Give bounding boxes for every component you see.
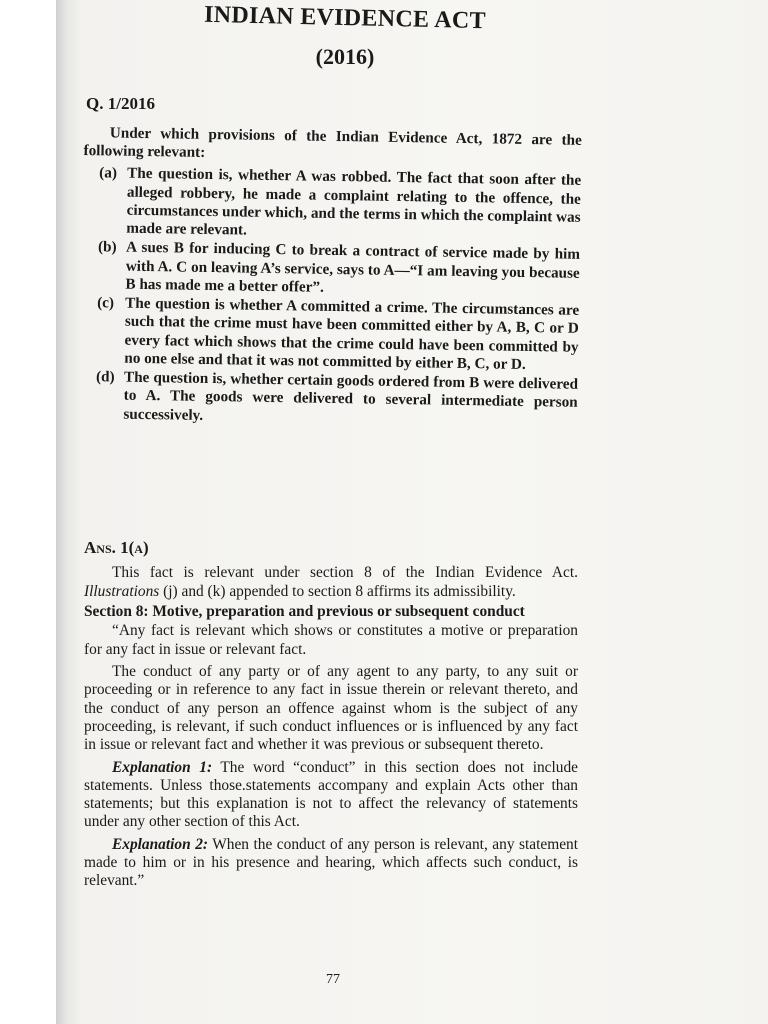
item-text: A sues B for inducing C to break a contract of service made by him with A. C on leaving A’s service, says to A—“I am leaving you because B has made me a better offer”. (125, 239, 581, 296)
question-item-a (98, 165, 581, 245)
question-number: Q. 1/2016 (86, 94, 155, 113)
question-item-c (96, 294, 579, 374)
item-label: (a) (99, 164, 118, 182)
item-label: (c) (97, 294, 115, 312)
answer-paragraph (84, 564, 578, 601)
item-text: The question is, whether certain goods ordered from B were delivered to A. The goods were delivered to several intermediate person successively. (123, 368, 579, 424)
item-text: The question is, whether A was robbed. The fact that soon after the alleged robbery, he made a complaint relating to the offence, the circumstances under which, and the terms in which the complaint was made are relevant. (126, 165, 582, 239)
answer-heading: Ans. 1(a) (84, 538, 149, 557)
explanation-text: When the conduct of any person is relevant, any statement made to him or in his presence and hearing, which affects such conduct, is relevant.” (84, 835, 578, 890)
explanation-2 (84, 836, 578, 891)
question-item-d (95, 368, 578, 430)
page-year: (2016) (315, 44, 375, 69)
answer-para-text: (j) and (k) appended to section 8 affirms its admissibility. (159, 582, 516, 600)
question-block (79, 124, 582, 432)
explanation-label: Explanation 1: (112, 758, 213, 776)
illustrations-label: Illustrations (84, 582, 160, 600)
answer-para-text: This fact is relevant under section 8 of the Indian Evidence Act. (112, 564, 578, 582)
page-number: 77 (326, 972, 340, 987)
page-title: INDIAN EVIDENCE ACT (203, 1, 487, 35)
item-text: The question is whether A committed a crime. The circumstances are such that the crime must have been committed either by A, B, C or D every fact which shows that the crime could have been committed by no one else and that it was not committed by either B, C, or D. (124, 294, 580, 373)
question-intro: Under which provisions of the Indian Evidence Act, 1872 are the following relevant: (83, 124, 582, 162)
explanation-label: Explanation 2: (112, 835, 209, 853)
section-quote-1: “Any fact is relevant which shows or constitutes a motive or preparation for any fact in issue or relevant fact. (84, 622, 578, 658)
section-heading: Section 8: Motive, preparation and previous or subsequent conduct (84, 602, 525, 620)
item-label: (d) (95, 368, 115, 386)
explanation-text: The word “conduct” in this section does not include statements. Unless those.statements accompany and explain Acts other than statements; but this explanation is not to affect the relevancy of statements under any other section of this Act. (84, 758, 578, 831)
explanation-1 (84, 759, 578, 832)
answer-block (84, 538, 578, 895)
question-item-b (97, 239, 580, 301)
section-quote-2: The conduct of any party or of any agent to any party, to any suit or proceeding or in reference to any fact in issue therein or relevant thereto, and the conduct of any person an offence against whom is the subject of any proceeding, is relevant, if such conduct influences or is influenced by any fact in issue or relevant fact and whether it was previous or subsequent thereto. (84, 662, 578, 754)
item-label: (b) (97, 238, 117, 256)
